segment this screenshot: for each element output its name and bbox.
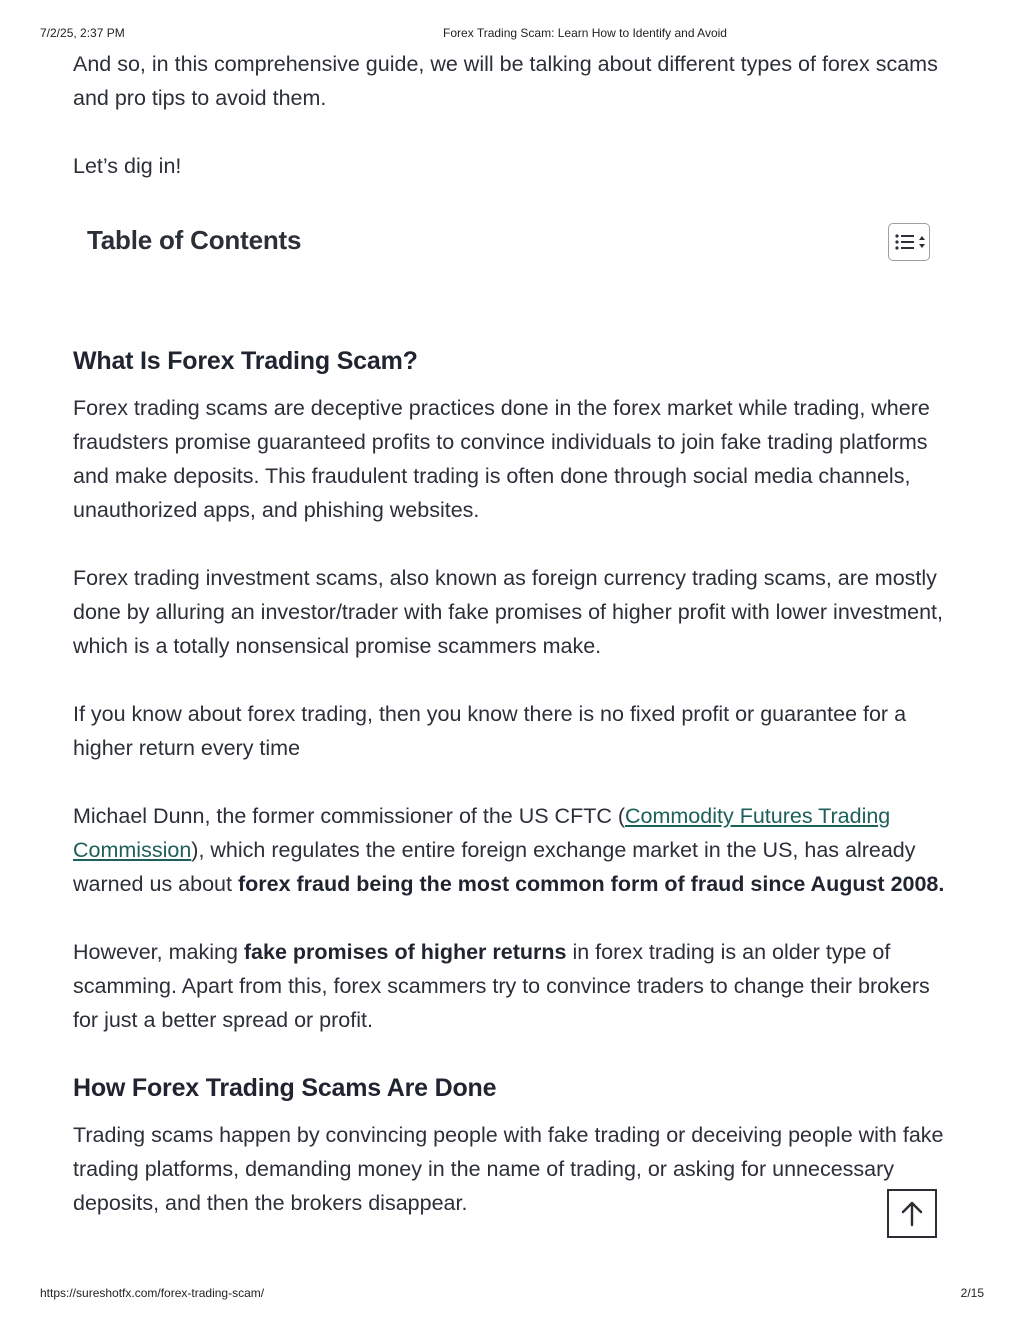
intro-paragraph-2: Let’s dig in!: [73, 154, 182, 178]
section1-paragraph-2: Forex trading investment scams, also known as foreign currency trading scams, are mostly done by alluring an investor/trader with fake promises of higher profit with lower investment, which is a totally nonsensical promise scammers make.: [73, 566, 943, 658]
scroll-to-top-button[interactable]: [887, 1189, 937, 1238]
arrow-up-icon: [898, 1200, 926, 1228]
p5-text-before: However, making: [73, 940, 244, 964]
print-url: https://sureshotfx.com/forex-trading-scam/: [40, 1286, 265, 1300]
toc-toggle-button[interactable]: [888, 223, 930, 261]
section1-paragraph-1: Forex trading scams are deceptive practices done in the forex market while trading, where fraudsters promise guaranteed profits to convince individuals to join fake trading platforms and make deposits. This fraudulent trading is often done through social media channels, unauthorized apps, and phishing websites.: [73, 396, 930, 522]
print-footer: [0, 1286, 1024, 1300]
section2-paragraph-1: Trading scams happen by convincing people with fake trading or deceiving people with fake trading platforms, demanding money in the name of trading, or asking for unnecessary deposits, and then the brokers disappear.: [73, 1123, 944, 1215]
toc-title: Table of Contents: [87, 225, 302, 255]
table-of-contents: [73, 201, 953, 311]
section1-paragraph-4: [73, 799, 953, 901]
section-heading-what-is: What Is Forex Trading Scam?: [73, 347, 418, 375]
article-body: [73, 47, 953, 1254]
p4-text-middle: ), which regulates the entire foreign exchange market in the US, has already warned us about: [73, 838, 916, 896]
list-toggle-icon: [894, 232, 926, 252]
print-datetime: 7/2/25, 2:37 PM: [40, 26, 125, 40]
print-header: [0, 26, 1024, 40]
p5-bold-text: fake promises of higher returns: [243, 940, 567, 964]
page-number: 2/15: [960, 1286, 984, 1300]
section-heading-how-done: How Forex Trading Scams Are Done: [73, 1074, 497, 1102]
section1-paragraph-5: [73, 935, 953, 1037]
section1-paragraph-3: If you know about forex trading, then you know there is no fixed profit or guarantee for a higher return every time: [73, 702, 907, 760]
p5-text-after: in forex trading is an older type of scamming. Apart from this, forex scammers try to convince traders to change their brokers for just a better spread or profit.: [73, 940, 930, 1032]
p4-text-before: Michael Dunn, the former commissioner of the US CFTC (: [73, 804, 625, 828]
p4-bold-text: forex fraud being the most common form of fraud since August 2008.: [237, 872, 945, 896]
intro-paragraph: And so, in this comprehensive guide, we will be talking about different types of forex scams and pro tips to avoid them.: [73, 52, 938, 110]
cftc-link[interactable]: Commodity Futures Trading Commission: [73, 804, 891, 862]
print-page-title: Forex Trading Scam: Learn How to Identify and Avoid: [443, 26, 727, 40]
